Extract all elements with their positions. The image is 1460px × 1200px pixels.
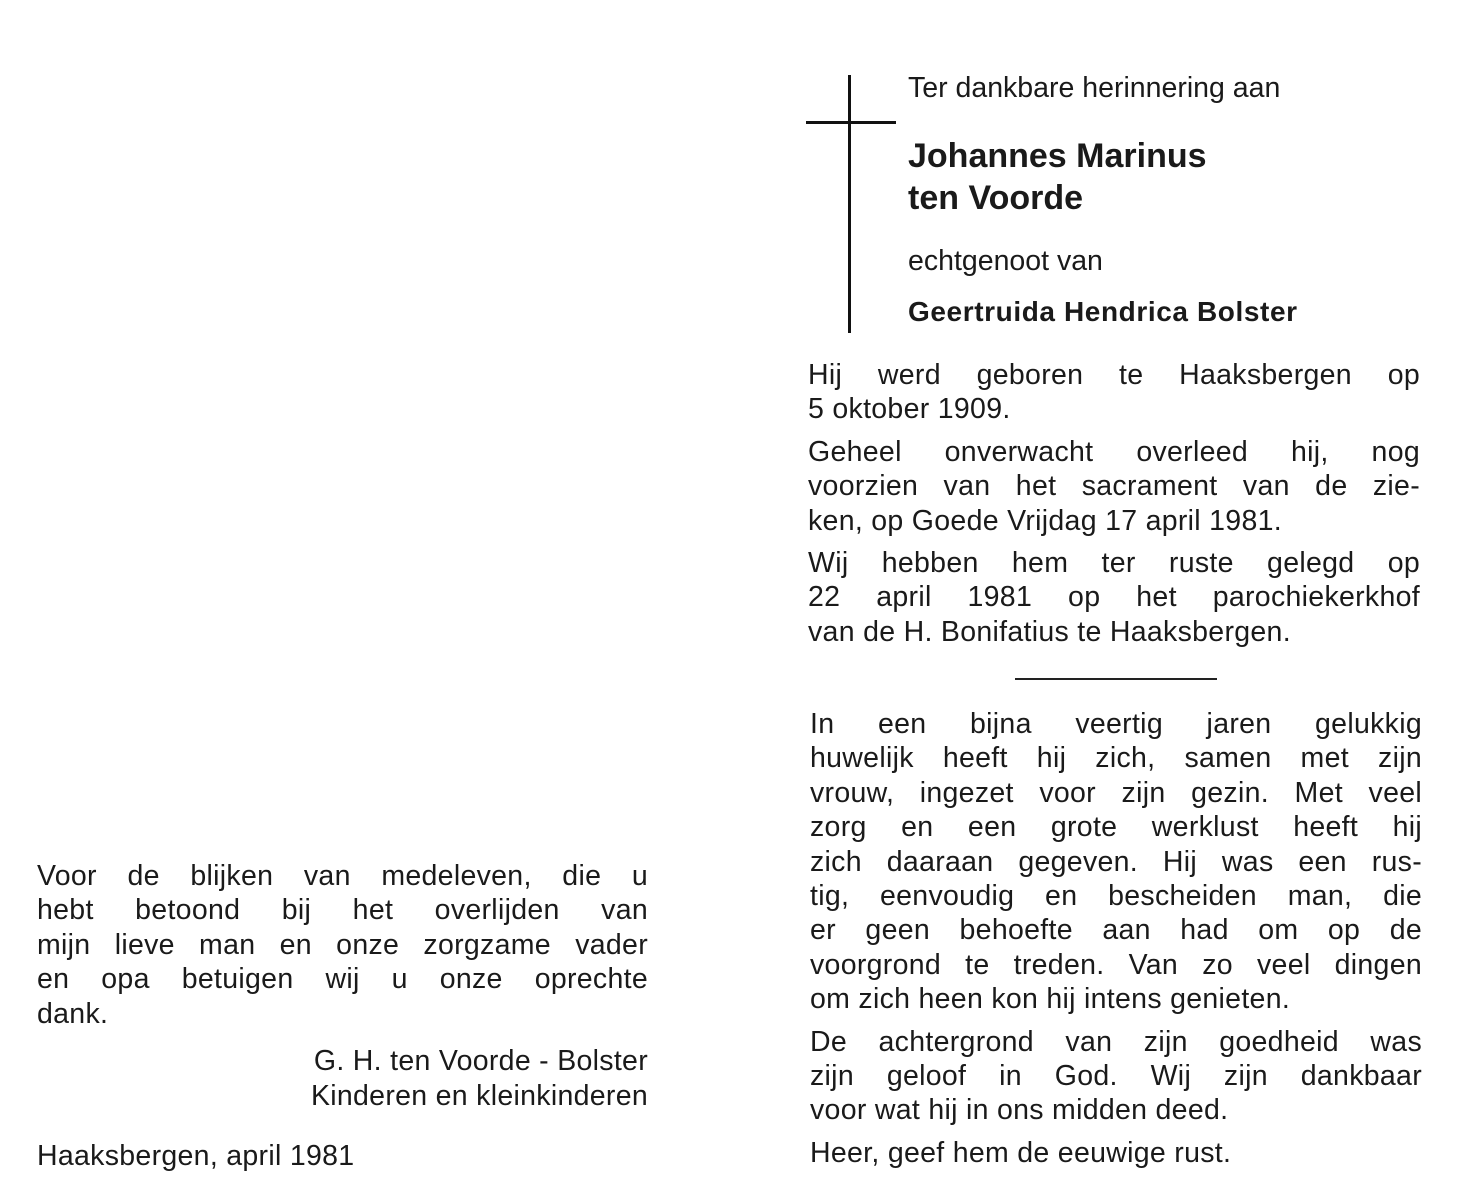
text-line: huwelijk heeft hij zich, samen met zijn	[810, 742, 1422, 775]
text-line: 22 april 1981 op het parochiekerkhof	[808, 581, 1420, 614]
text-line: en opa betuigen wij u onze oprechte	[37, 963, 648, 996]
text-line: voorgrond te treden. Van zo veel dingen	[810, 948, 1422, 981]
text-line: voor wat hij in ons midden deed.	[810, 1094, 1229, 1127]
text-line: zich daaraan gegeven. Hij was een rus-	[810, 845, 1422, 878]
biography	[808, 358, 1420, 657]
text-line: Hij werd geboren te Haaksbergen op	[808, 359, 1420, 391]
deceased-name	[908, 135, 1207, 219]
paragraph	[810, 707, 1422, 1017]
text-line: In een bijna veertig jaren gelukkig	[810, 708, 1422, 740]
text-line: er geen behoefte aan had om op de	[810, 914, 1422, 947]
text-line: dank.	[37, 997, 109, 1030]
text-line: Geheel onverwacht overleed hij, nog	[808, 435, 1420, 468]
signature	[240, 1044, 648, 1114]
paragraph	[808, 546, 1420, 649]
text-line: ken, op Goede Vrijdag 17 april 1981.	[808, 504, 1282, 537]
paragraph	[810, 1136, 1422, 1170]
text-line: zijn geloof in God. Wij zijn dankbaar	[810, 1059, 1422, 1092]
spouse-name: Geertruida Hendrica Bolster	[908, 296, 1298, 327]
text-line: vrouw, ingezet voor zijn gezin. Met veel	[810, 776, 1422, 809]
spouse-label: echtgenoot van	[908, 245, 1103, 277]
place-date: Haaksbergen, april 1981	[37, 1140, 355, 1172]
text-line: Heer, geef hem de eeuwige rust.	[810, 1136, 1232, 1169]
name-line: ten Voorde	[908, 179, 1084, 217]
name-line: Johannes Marinus	[908, 137, 1207, 175]
text-line: om zich heen kon hij intens genieten.	[810, 983, 1291, 1016]
cross-icon	[848, 75, 851, 333]
divider	[1015, 678, 1217, 680]
text-line: 5 oktober 1909.	[808, 393, 1011, 426]
intro-text: Ter dankbare herinnering aan	[908, 72, 1281, 104]
text-line: zorg en een grote werklust heeft hij	[810, 811, 1422, 844]
signature-line: Kinderen en kleinkinderen	[310, 1080, 648, 1112]
paragraph	[808, 358, 1420, 427]
text-line: hebt betoond bij het overlijden van	[37, 894, 648, 927]
text-line: Wij hebben hem ter ruste gelegd op	[808, 546, 1420, 579]
paragraph	[808, 435, 1420, 538]
text-line: De achtergrond van zijn goedheid was	[810, 1025, 1422, 1058]
text-line: voorzien van het sacrament van de zie-	[808, 470, 1420, 503]
text-line: van de H. Bonifatius te Haaksbergen.	[808, 615, 1291, 648]
signature-line: G. H. ten Voorde - Bolster	[313, 1045, 648, 1077]
cross-icon-bar	[806, 121, 896, 124]
thanks-text	[37, 859, 648, 1031]
paragraph	[810, 1025, 1422, 1128]
text-line: Voor de blijken van medeleven, die u	[37, 860, 648, 892]
reflection	[810, 707, 1422, 1178]
text-line: mijn lieve man en onze zorgzame vader	[37, 928, 648, 961]
text-line: tig, eenvoudig en bescheiden man, die	[810, 879, 1422, 912]
